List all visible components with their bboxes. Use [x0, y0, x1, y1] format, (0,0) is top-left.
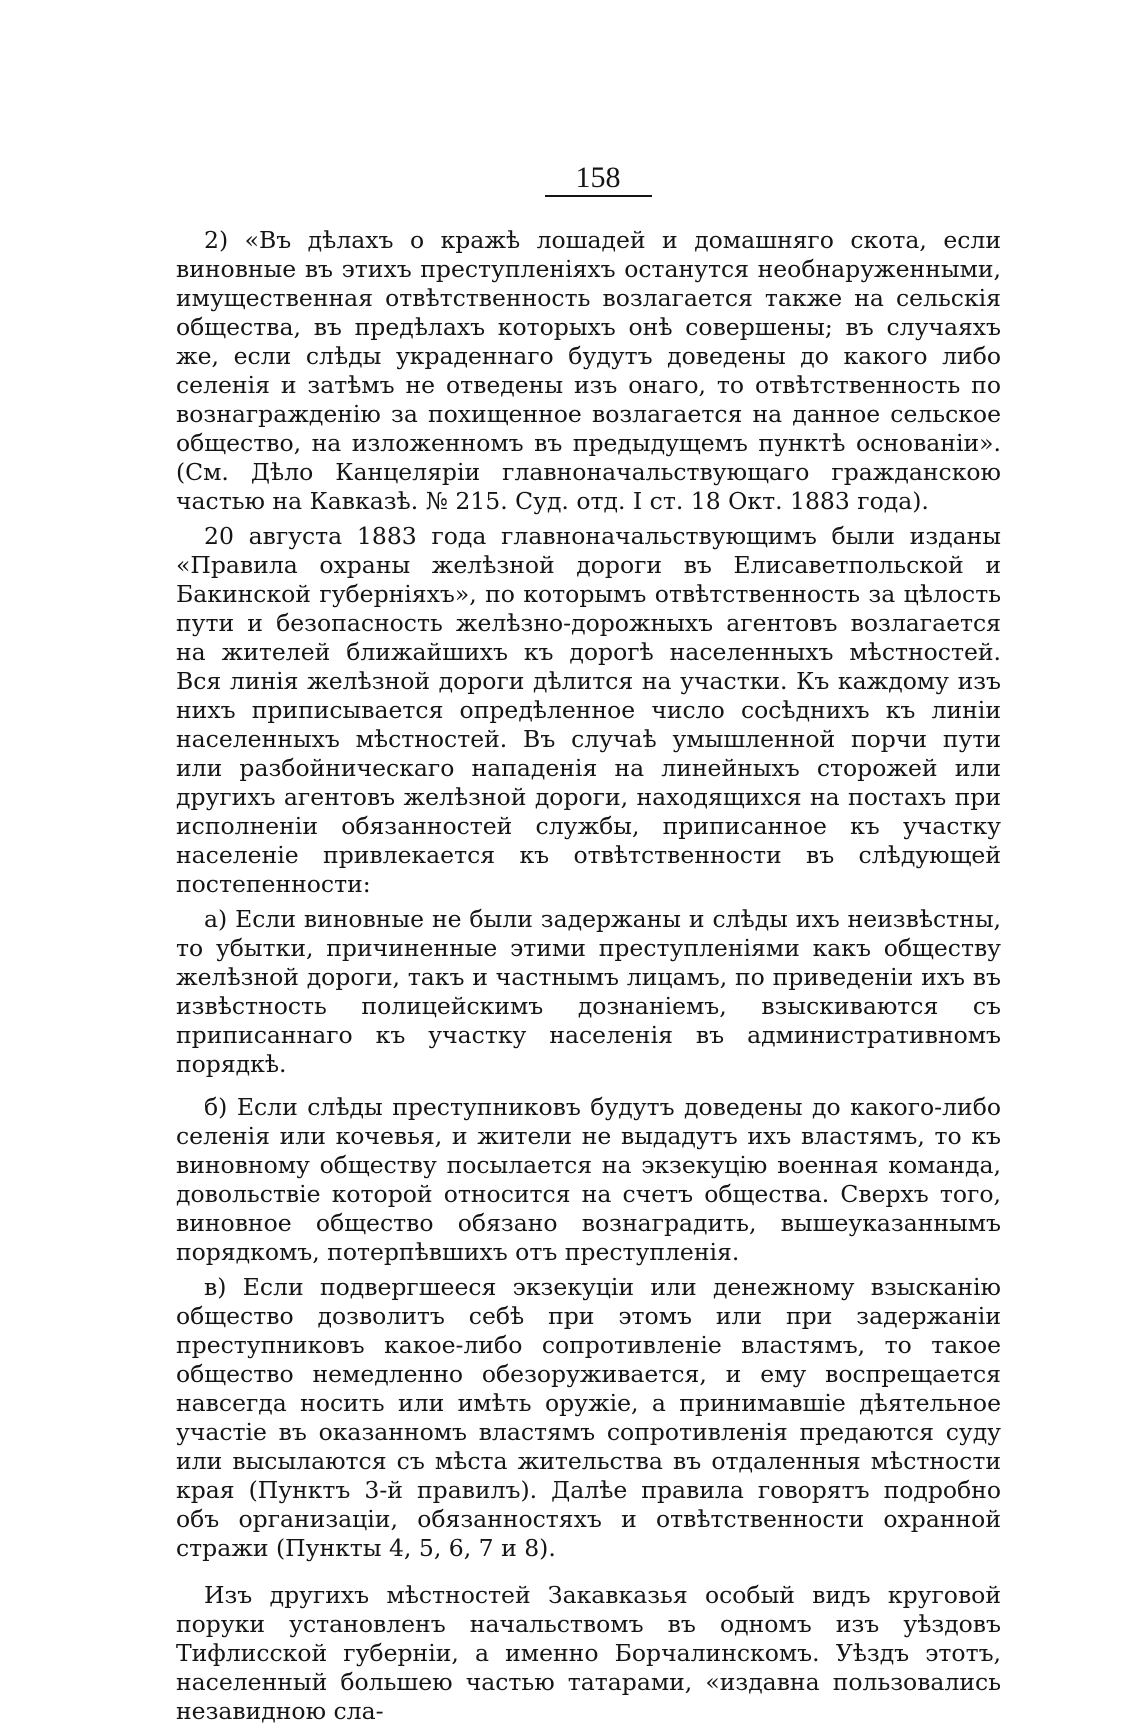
- paragraph-rule-b: б) Если слѣды преступниковъ будутъ доведены до какого-либо селенія или кочевья, и жители не выдадутъ ихъ властямъ, то къ виновному обществу посылается на экзекуцію военная команда, довольствіе которой относится на счетъ общества. Сверхъ того, виновное общество обязано вознаградить, вышеуказаннымъ порядкомъ, потерпѣвшихъ отъ преступленія.: [176, 1093, 1001, 1266]
- paragraph-3: Изъ другихъ мѣстностей Закавказья особый видъ круговой поруки установленъ начальствомъ въ одномъ изъ уѣздовъ Тифлисской губерніи, а именно Борчалинскомъ. Уѣздъ этотъ, населенный большею частью татарами, «издавна пользовались незавидною сла-: [176, 1581, 1001, 1725]
- paragraph-1: 2) «Въ дѣлахъ о кражѣ лошадей и домашняго скота, если виновные въ этихъ преступленіяхъ останутся необнаруженными, имущественная отвѣтственность возлагается также на сельскія общества, въ предѣлахъ которыхъ онѣ совершены; въ случаяхъ же, если слѣды украденнаго будутъ доведены до какого либо селенія и затѣмъ не отведены изъ онаго, то отвѣтственность по вознагражденію за похищенное возлагается на данное сельское общество, на изложенномъ въ предыдущемъ пунктѣ основаніи». (См. Дѣло Канцеляріи главноначальствующаго гражданскою частью на Кавказѣ. № 215. Суд. отд. I ст. 18 Окт. 1883 года).: [176, 226, 1001, 515]
- paragraph-rule-a: а) Если виновные не были задержаны и слѣды ихъ неизвѣстны, то убытки, причиненные этими преступленіями какъ обществу желѣзной дороги, такъ и частнымъ лицамъ, по приведеніи ихъ въ извѣстность полицейскимъ дознаніемъ, взыскиваются съ приписаннаго къ участку населенія въ административномъ порядкѣ.: [176, 905, 1001, 1078]
- paragraph-rule-c: в) Если подвергшееся экзекуціи или денежному взысканію общество дозволитъ себѣ при этомъ или при задержаніи преступниковъ какое-либо сопротивленіе властямъ, то такое общество немедленно обезоруживается, и ему воспрещается навсегда носить или имѣть оружіе, а принимавшіе дѣятельное участіе въ оказанномъ властямъ сопротивленія предаются суду или высылаются съ мѣста жительства въ отдаленныя мѣстности края (Пунктъ 3-й правилъ). Далѣе правила говорятъ подробно объ организаціи, обязанностяхъ и отвѣтственности охранной стражи (Пункты 4, 5, 6, 7 и 8).: [176, 1273, 1001, 1562]
- paragraph-2: 20 августа 1883 года главноначальствующимъ были изданы «Правила охраны желѣзной дороги въ Елисаветпольской и Бакинской губерніяхъ», по которымъ отвѣтственность за цѣлость пути и безопасность желѣзно-дорожныхъ агентовъ возлагается на жителей ближайшихъ къ дорогѣ населенныхъ мѣстностей. Вся линія желѣзной дороги дѣлится на участки. Къ каждому изъ нихъ приписывается опредѣленное число сосѣднихъ къ линіи населенныхъ мѣстностей. Въ случаѣ умышленной порчи пути или разбойническаго нападенія на линейныхъ сторожей или другихъ агентовъ желѣзной дороги, находящихся на постахъ при исполненіи обязанностей службы, приписанное къ участку населеніе привлекается къ отвѣтственности въ слѣдующей постепенности:: [176, 522, 1001, 898]
- body-text: [176, 226, 1001, 1726]
- page-number: 158: [575, 161, 621, 194]
- page-number-rule: [545, 195, 652, 197]
